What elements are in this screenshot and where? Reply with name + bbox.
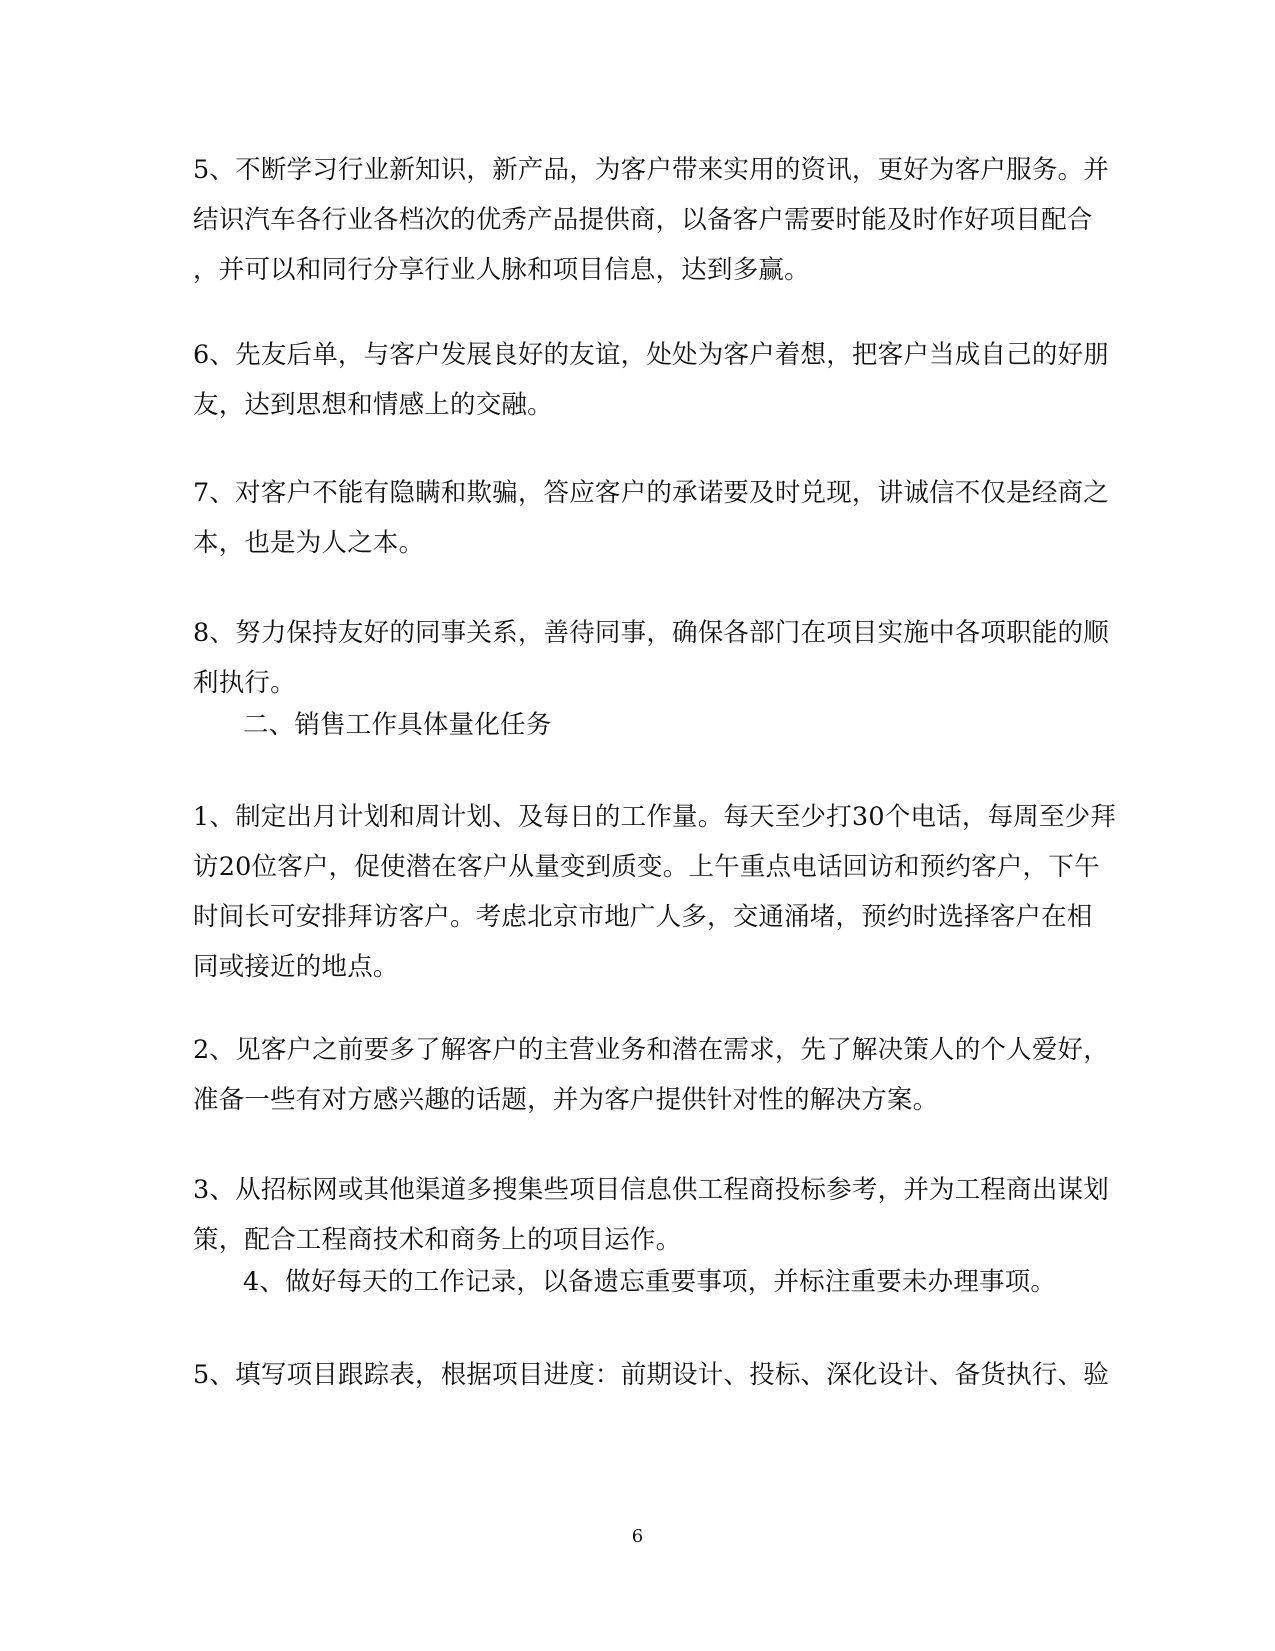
text-line: 5、填写项目跟踪表，根据项目进度：前期设计、投标、深化设计、备货执行、验 [193,1360,1109,1390]
text-line: ，并可以和同行分享行业人脉和项目信息，达到多赢。 [193,255,810,285]
paragraph-task-5-project-tracking [193,1350,1109,1400]
paragraph-item-7-honesty [193,468,1109,568]
paragraph-item-6-friendship [193,330,1109,430]
text-line: 友，达到思想和情感上的交融。 [193,390,553,420]
text-line: 利执行。 [193,668,296,698]
text-line: 同或接近的地点。 [193,952,399,982]
text-line: 二、销售工作具体量化任务 [243,710,552,740]
text-line: 8、努力保持友好的同事关系，善待同事，确保各部门在项目实施中各项职能的顺 [193,618,1109,648]
text-line: 准备一些有对方感兴趣的话题，并为客户提供针对性的解决方案。 [193,1085,939,1115]
text-line: 2、见客户之前要多了解客户的主营业务和潜在需求，先了解决策人的个人爱好， [193,1035,1109,1065]
text-line: 6、先友后单，与客户发展良好的友谊，处处为客户着想，把客户当成自己的好朋 [193,340,1109,370]
paragraph-task-2-preparation [193,1025,1109,1125]
page-number: 6 [631,1526,644,1547]
text-line: 策，配合工程商技术和商务上的项目运作。 [193,1225,682,1255]
text-line: 7、对客户不能有隐瞒和欺骗，答应客户的承诺要及时兑现，讲诚信不仅是经商之 [193,478,1109,508]
text-line: 结识汽车各行业各档次的优秀产品提供商，以备客户需要时能及时作好项目配合 [193,205,1093,235]
text-line: 3、从招标网或其他渠道多搜集些项目信息供工程商投标参考，并为工程商出谋划 [193,1175,1109,1205]
section-heading-sales-tasks [243,700,1143,750]
text-line: 1、制定出月计划和周计划、及每日的工作量。每天至少打30个电话，每周至少拜 [193,802,1117,832]
text-line: 访20位客户，促使潜在客户从量变到质变。上午重点电话回访和预约客户，下午 [193,852,1100,882]
paragraph-task-1-plans [193,792,1117,992]
paragraph-task-4-work-records [243,1257,1143,1307]
text-line: 5、不断学习行业新知识，新产品，为客户带来实用的资讯，更好为客户服务。并 [193,155,1109,185]
text-line: 本，也是为人之本。 [193,528,425,558]
text-line: 时间长可安排拜访客户。考虑北京市地广人多，交通涌堵，预约时选择客户在相 [193,902,1093,932]
paragraph-item-8-colleagues [193,608,1109,708]
paragraph-item-5-learning [193,145,1109,295]
text-line: 4、做好每天的工作记录，以备遗忘重要事项，并标注重要未办理事项。 [243,1267,1057,1297]
paragraph-task-3-tender-info [193,1165,1109,1265]
